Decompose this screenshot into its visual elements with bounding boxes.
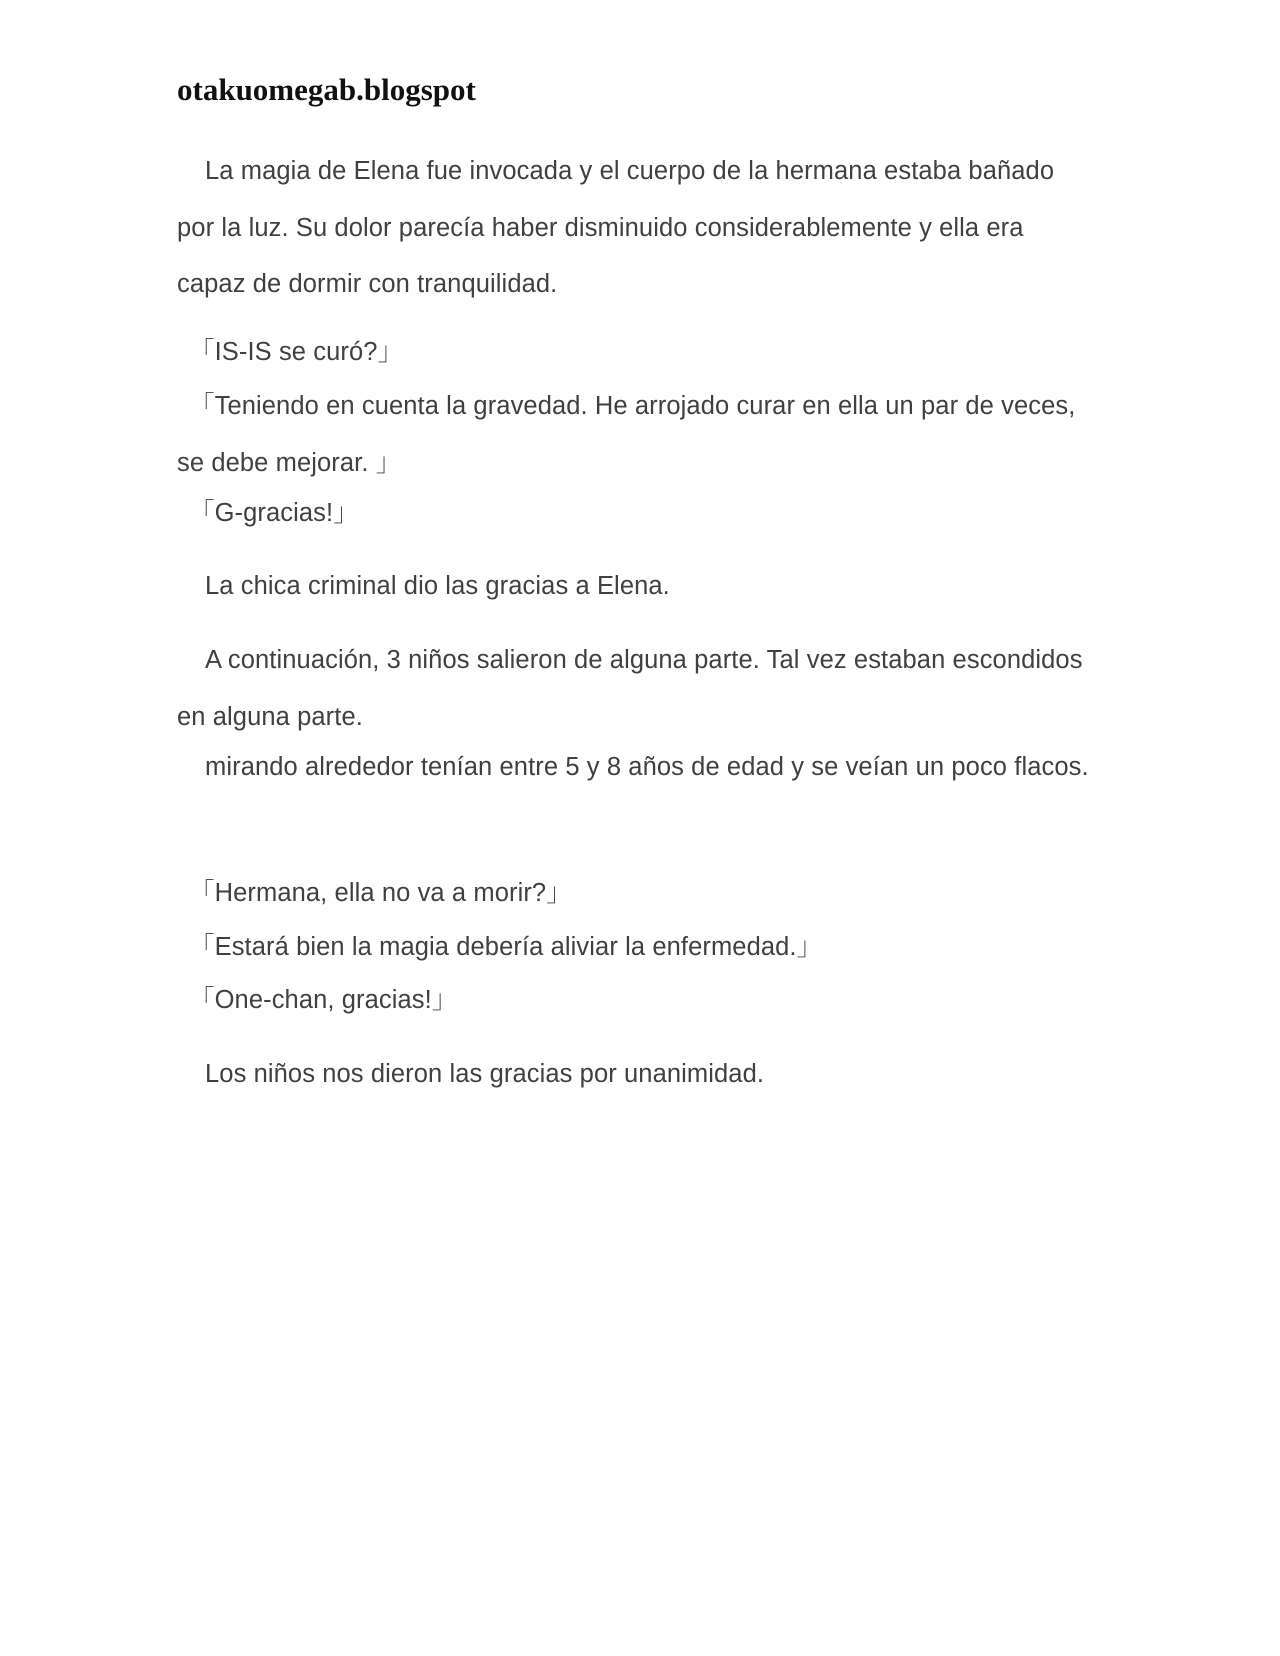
dialogue-line: 「IS-IS se curó?」 (189, 338, 404, 366)
dialogue-line: 「G-gracias!」 (189, 499, 359, 527)
dialogue-line: 「Hermana, ella no va a morir?」 (189, 879, 572, 907)
dialogue-line: 「Estará bien la magia debería aliviar la enfermedad.」 (189, 933, 823, 961)
narration-paragraph: A continuación, 3 niños salieron de alguna parte. Tal vez estaban escondidos en alguna parte. (177, 646, 1083, 731)
narration-paragraph: La magia de Elena fue invocada y el cuerpo de la hermana estaba bañado por la luz. Su dolor parecía haber disminuido considerablemente y ella era capaz de dormir con tranquilidad. (177, 157, 1055, 298)
site-title: otakuomegab.blogspot (177, 72, 476, 107)
narration-paragraph: Los niños nos dieron las gracias por unanimidad. (205, 1060, 765, 1088)
document-page (177, 0, 1097, 1656)
narration-paragraph: La chica criminal dio las gracias a Elena. (205, 572, 670, 600)
dialogue-line: 「Teniendo en cuenta la gravedad. He arrojado curar en ella un par de veces, se debe mejorar. 」 (177, 392, 1076, 477)
dialogue-line: 「One-chan, gracias!」 (189, 986, 458, 1014)
narration-paragraph: mirando alrededor tenían entre 5 y 8 años de edad y se veían un poco flacos. (205, 753, 1089, 781)
